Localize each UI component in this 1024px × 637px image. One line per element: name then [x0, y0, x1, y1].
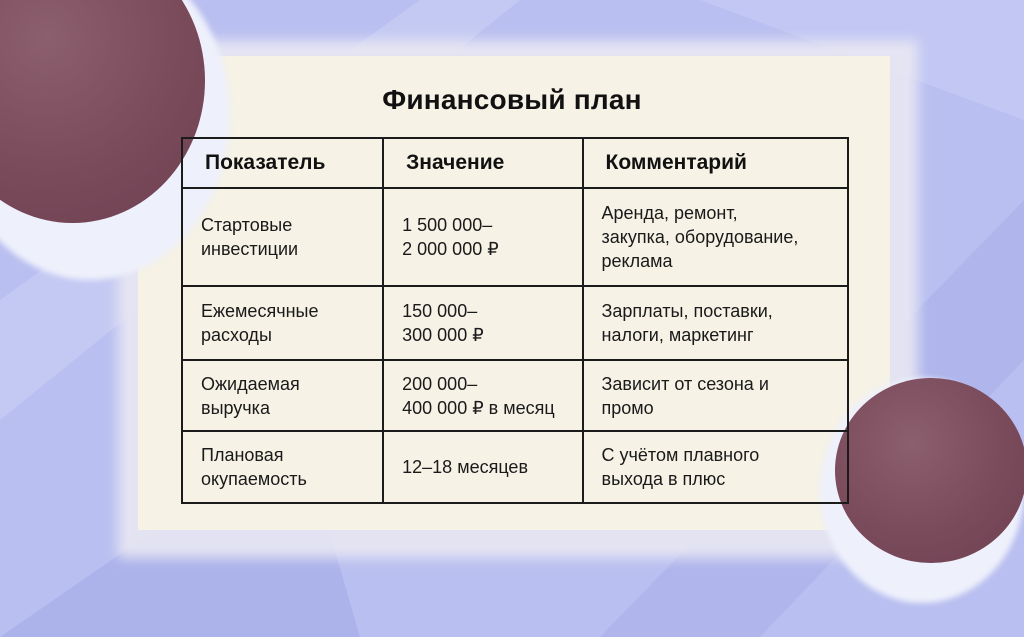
cell-indicator: Ежемесячные расходы — [182, 286, 383, 360]
table-row — [182, 188, 848, 286]
cell-value: 12–18 месяцев — [383, 431, 582, 503]
cell-indicator: Плановая окупаемость — [182, 431, 383, 503]
cell-comment: Зависит от сезона и промо — [583, 360, 848, 431]
cell-value: 150 000– 300 000 ₽ — [383, 286, 582, 360]
table-row — [182, 286, 848, 360]
cell-comment: С учётом плавного выхода в плюс — [583, 431, 848, 503]
cell-comment: Зарплаты, поставки, налоги, маркетинг — [583, 286, 848, 360]
cell-comment: Аренда, ремонт, закупка, оборудование, реклама — [583, 188, 848, 286]
header-value: Значение — [383, 138, 582, 188]
cell-value: 200 000– 400 000 ₽ в месяц — [383, 360, 582, 431]
cell-indicator: Ожидаемая выручка — [182, 360, 383, 431]
header-indicator: Показатель — [182, 138, 383, 188]
table-row — [182, 360, 848, 431]
table-row — [182, 431, 848, 503]
decor-circle-bottom-right — [835, 378, 1024, 563]
financial-plan-table — [181, 137, 849, 504]
cell-value: 1 500 000– 2 000 000 ₽ — [383, 188, 582, 286]
page-title: Финансовый план — [382, 84, 642, 115]
header-comment: Комментарий — [583, 138, 848, 188]
table-header-row — [182, 138, 848, 188]
cell-indicator: Стартовые инвестиции — [182, 188, 383, 286]
